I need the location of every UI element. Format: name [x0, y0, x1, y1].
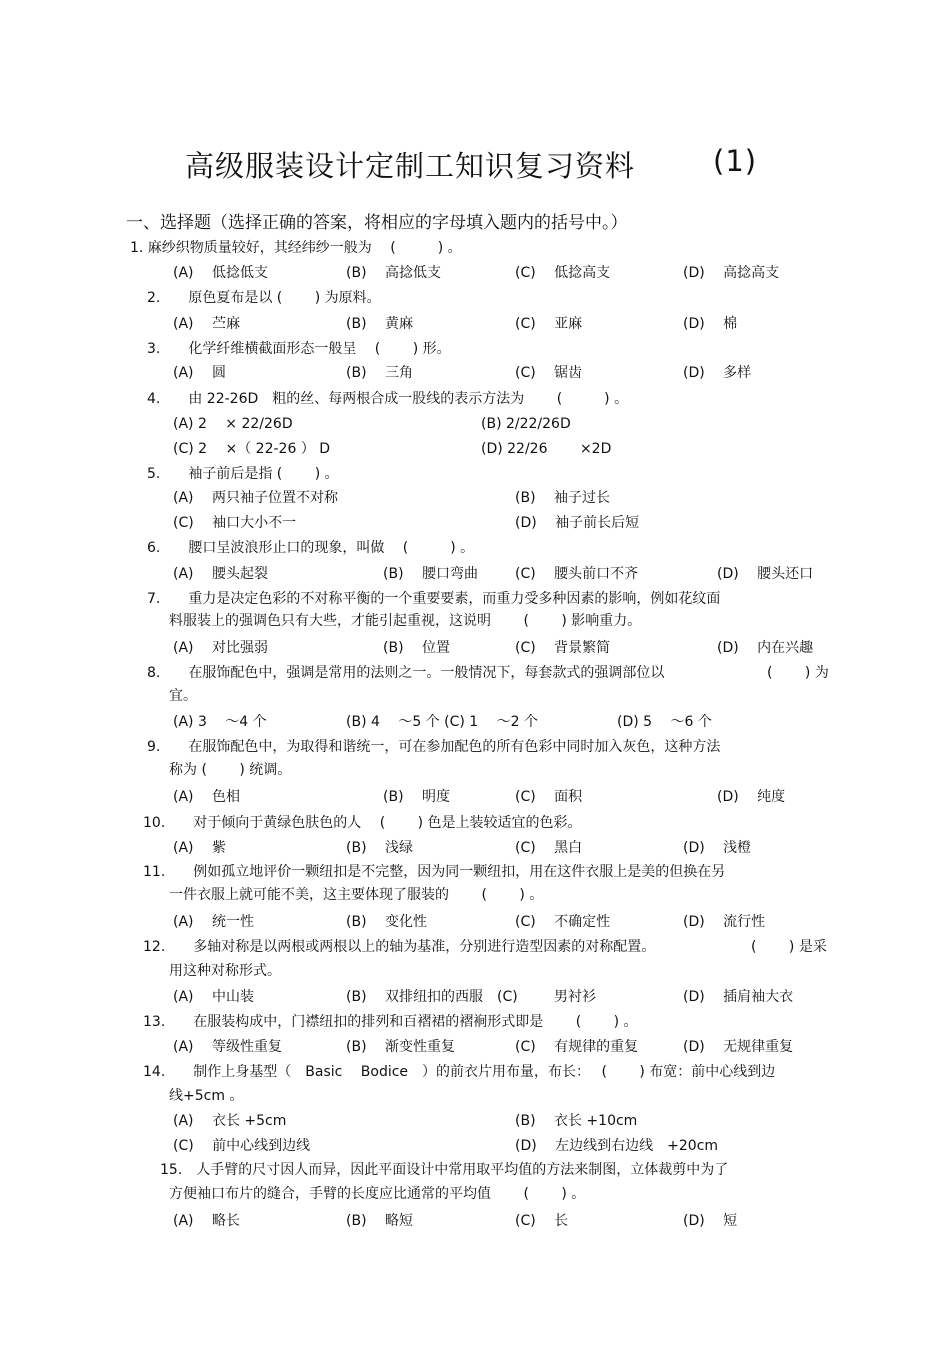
question-4-option-a: (A) 2 × 22/26D — [173, 416, 293, 432]
question-14-option-d: (D) 左边线到右边线 +20cm — [515, 1138, 719, 1154]
title-text: 高级服装设计定制工知识复习资料 — [185, 149, 636, 183]
question-15-option-d: (D) 短 — [683, 1213, 738, 1229]
question-11-option-a: (A) 统一性 — [173, 914, 254, 930]
question-3-option-d: (D) 多样 — [683, 365, 752, 381]
question-10-option-a: (A) 紫 — [173, 840, 226, 856]
question-5-option-d: (D) 袖子前长后短 — [515, 515, 640, 531]
question-6-stem: 6. 腰口呈波浪形止口的现象，叫做 ( ) 。 — [147, 540, 475, 556]
question-8-option-b-c: (B) 4 ～5 个 (C) 1 ～2 个 — [346, 714, 539, 730]
question-7-stem-line-2: 料服装上的强调色只有大些，才能引起重视，这说明 ( ) 影响重力。 — [169, 613, 642, 629]
question-4-option-d: (D) 22/26 ×2D — [481, 441, 612, 457]
question-6-option-d: (D) 腰头还口 — [717, 566, 814, 582]
question-9-option-c: (C) 面积 — [515, 789, 583, 805]
question-12-stem-tail: ( ) 是采 — [751, 939, 827, 955]
question-10-option-d: (D) 浅橙 — [683, 840, 752, 856]
question-10-option-c: (C) 黑白 — [515, 840, 583, 856]
question-4-stem: 4. 由 22-26D 粗的丝、每两根合成一股线的表示方法为 ( ) 。 — [147, 391, 629, 407]
question-8-stem-line-2: 宜。 — [169, 688, 197, 704]
question-5-option-c: (C) 袖口大小不一 — [173, 515, 297, 531]
question-13-stem: 13. 在服装构成中，门襟纽扣的排列和百褶裙的褶裥形式即是 ( ) 。 — [143, 1014, 638, 1030]
question-15-stem-line-1: 15. 人手臂的尺寸因人而异，因此平面设计中常用取平均值的方法来制图，立体裁剪中为了 — [160, 1162, 729, 1178]
question-7-option-d: (D) 内在兴趣 — [717, 640, 814, 656]
question-9-stem-line-1: 9. 在服饰配色中，为取得和谐统一，可在参加配色的所有色彩中同时加入灰色，这种方法 — [147, 739, 721, 755]
question-14-stem-line-1: 14. 制作上身基型（ Basic Bodice ）的前衣片用布量，布长： ( ) 布宽：前中心线到边 — [143, 1064, 776, 1080]
question-9-option-a: (A) 色相 — [173, 789, 240, 805]
question-1-option-d: (D) 高捻高支 — [683, 265, 780, 281]
question-7-option-a: (A) 对比强弱 — [173, 640, 268, 656]
question-2-option-a: (A) 苎麻 — [173, 316, 240, 332]
question-3-option-c: (C) 锯齿 — [515, 365, 583, 381]
question-12-stem-line-1: 12. 多轴对称是以两根或两根以上的轴为基准，分别进行造型因素的对称配置。 — [143, 939, 656, 955]
question-11-option-b: (B) 变化性 — [346, 914, 427, 930]
question-12-option-b: (B) 双排纽扣的西服 (C) — [346, 989, 518, 1005]
question-13-option-d: (D) 无规律重复 — [683, 1039, 794, 1055]
question-8-option-d: (D) 5 ～6 个 — [617, 714, 712, 730]
question-6-option-a: (A) 腰头起裂 — [173, 566, 268, 582]
question-11-option-d: (D) 流行性 — [683, 914, 766, 930]
page-title — [185, 144, 758, 185]
question-1-option-a: (A) 低捻低支 — [173, 265, 268, 281]
question-13-option-c: (C) 有规律的重复 — [515, 1039, 639, 1055]
question-1-option-c: (C) 低捻高支 — [515, 265, 611, 281]
question-7-option-b: (B) 位置 — [383, 640, 450, 656]
question-1-option-b: (B) 高捻低支 — [346, 265, 441, 281]
question-11-option-c: (C) 不确定性 — [515, 914, 611, 930]
question-12-option-d: (D) 插肩袖大衣 — [683, 989, 794, 1005]
question-14-option-c: (C) 前中心线到边线 — [173, 1138, 311, 1154]
question-5-option-b: (B) 袖子过长 — [515, 490, 610, 506]
question-13-option-b: (B) 渐变性重复 — [346, 1039, 455, 1055]
question-15-option-a: (A) 略长 — [173, 1213, 240, 1229]
question-12-option-c: 男衬衫 — [554, 989, 596, 1005]
question-3-stem: 3. 化学纤维横截面形态一般呈 ( ) 形。 — [147, 341, 451, 357]
question-12-option-a: (A) 中山装 — [173, 989, 254, 1005]
question-10-option-b: (B) 浅绿 — [346, 840, 413, 856]
question-14-option-b: (B) 衣长 +10cm — [515, 1113, 638, 1129]
question-5-option-a: (A) 两只袖子位置不对称 — [173, 490, 338, 506]
question-11-stem-line-2: 一件衣服上就可能不美，这主要体现了服装的 ( ) 。 — [169, 887, 544, 903]
question-6-option-b: (B) 腰口弯曲 — [383, 566, 478, 582]
question-4-option-b: (B) 2/22/26D — [481, 416, 571, 432]
question-1-stem: 1. 麻纱织物质量较好，其经纬纱一般为 ( ) 。 — [130, 240, 462, 256]
question-8-stem-line-1: 8. 在服饰配色中，强调是常用的法则之一。一般情况下，每套款式的强调部位以 — [147, 665, 665, 681]
question-4-option-c: (C) 2 ×（ 22-26 ） D — [173, 441, 331, 457]
question-8-stem-tail: ( ) 为 — [767, 665, 829, 681]
title-number: (1) — [713, 144, 758, 178]
question-7-stem-line-1: 7. 重力是决定色彩的不对称平衡的一个重要要素，而重力受多种因素的影响，例如花纹面 — [147, 591, 721, 607]
question-10-stem: 10. 对于倾向于黄绿色肤色的人 ( ) 色是上装较适宜的色彩。 — [143, 815, 582, 831]
question-3-option-a: (A) 圆 — [173, 365, 226, 381]
question-7-option-c: (C) 背景繁简 — [515, 640, 611, 656]
question-11-stem-line-1: 11. 例如孤立地评价一颗纽扣是不完整，因为同一颗纽扣，用在这件衣服上是美的但换在另 — [143, 864, 726, 880]
question-2-option-c: (C) 亚麻 — [515, 316, 583, 332]
question-6-option-c: (C) 腰头前口不齐 — [515, 566, 639, 582]
question-9-option-d: (D) 纯度 — [717, 789, 786, 805]
question-8-option-a: (A) 3 ～4 个 — [173, 714, 267, 730]
question-3-option-b: (B) 三角 — [346, 365, 413, 381]
section-heading: 一、选择题（选择正确的答案，将相应的字母填入题内的括号中。） — [126, 213, 628, 233]
question-15-option-c: (C) 长 — [515, 1213, 569, 1229]
question-14-option-a: (A) 衣长 +5cm — [173, 1113, 287, 1129]
question-2-stem: 2. 原色夏布是以 ( ) 为原料。 — [147, 290, 381, 306]
question-9-stem-line-2: 称为 ( ) 统调。 — [169, 762, 292, 778]
question-2-option-b: (B) 黄麻 — [346, 316, 413, 332]
question-5-stem: 5. 袖子前后是指 ( ) 。 — [147, 466, 339, 482]
question-13-option-a: (A) 等级性重复 — [173, 1039, 282, 1055]
question-15-stem-line-2: 方便袖口布片的缝合，手臂的长度应比通常的平均值 ( ) 。 — [169, 1186, 586, 1202]
question-15-option-b: (B) 略短 — [346, 1213, 413, 1229]
question-9-option-b: (B) 明度 — [383, 789, 450, 805]
question-2-option-d: (D) 棉 — [683, 316, 738, 332]
question-14-stem-line-2: 线+5cm 。 — [169, 1088, 244, 1104]
question-12-stem-line-2: 用这种对称形式。 — [169, 963, 281, 979]
